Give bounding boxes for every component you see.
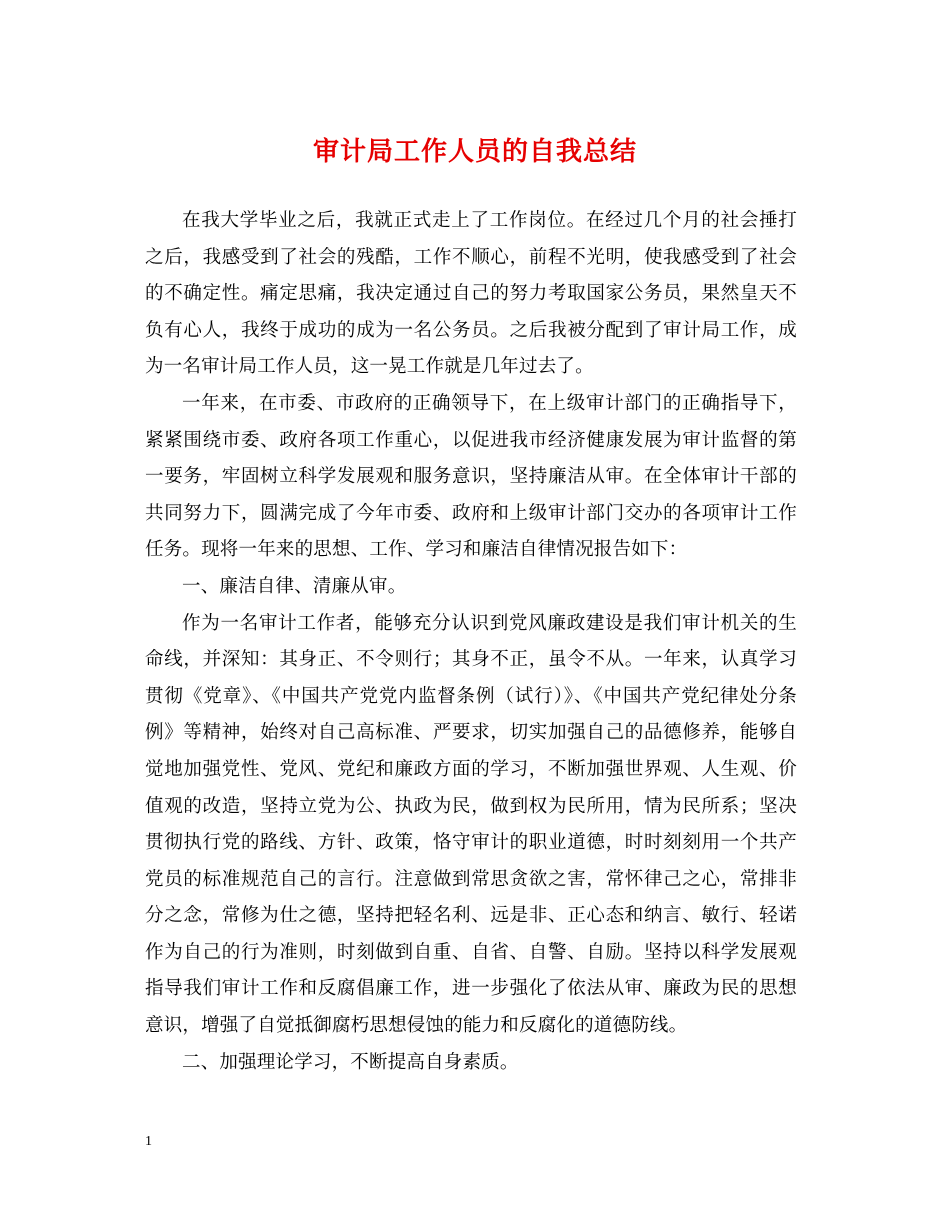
document-title: 审计局工作人员的自我总结	[312, 137, 637, 167]
paragraph-intro: 在我大学毕业之后，我就正式走上了工作岗位。在经过几个月的社会捶打之后，我感受到了社会的残酷，工作不顺心，前程不光明，使我感受到了社会的不确定性。痛定思痛，我决定通过自己的努力考取国家公务员，果然皇天不负有心人，我终于成功的成为一名公务员。之后我被分配到了审计局工作，成为一名审计局工作人员，这一晃工作就是几年过去了。	[145, 210, 797, 378]
section-heading-2: 二、加强理论学习，不断提高自身素质。	[182, 1051, 519, 1073]
paragraph-summary: 一年来，在市委、市政府的正确领导下，在上级审计部门的正确指导下，紧紧围绕市委、政府各项工作重心，以促进我市经济健康发展为审计监督的第一要务，牢固树立科学发展观和服务意识，坚持廉洁从审。在全体审计干部的共同努力下，圆满完成了今年市委、政府和上级审计部门交办的各项审计工作任务。现将一年来的思想、工作、学习和廉洁自律情况报告如下：	[145, 392, 797, 561]
paragraph-section-1: 作为一名审计工作者，能够充分认识到党风廉政建设是我们审计机关的生命线，并深知：其身正、不令则行；其身不正，虽令不从。一年来，认真学习贯彻《党章》、《中国共产党党内监督条例（试行）》、《中国共产党纪律处分条例》等精神，始终对自己高标准、严要求，切实加强自己的品德修养，能够自觉地加强党性、党风、党纪和廉政方面的学习，不断加强世界观、人生观、价值观的改造，坚持立党为公、执政为民，做到权为民所用，情为民所系；坚决贯彻执行党的路线、方针、政策，恪守审计的职业道德，时时刻刻用一个共产党员的标准规范自己的言行。注意做到常思贪欲之害，常怀律己之心，常排非分之念，常修为仕之德，坚持把轻名利、远是非、正心态和纳言、敏行、轻诺作为自己的行为准则，时刻做到自重、自省、自警、自励。坚持以科学发展观指导我们审计工作和反腐倡廉工作，进一步强化了依法从审、廉政为民的思想意识，增强了自觉抵御腐朽思想侵蚀的能力和反腐化的道德防线。	[145, 612, 797, 1037]
document-body	[145, 203, 797, 1081]
page-number: 1	[145, 1134, 152, 1149]
section-heading-1: 一、廉洁自律、清廉从审。	[182, 575, 407, 597]
